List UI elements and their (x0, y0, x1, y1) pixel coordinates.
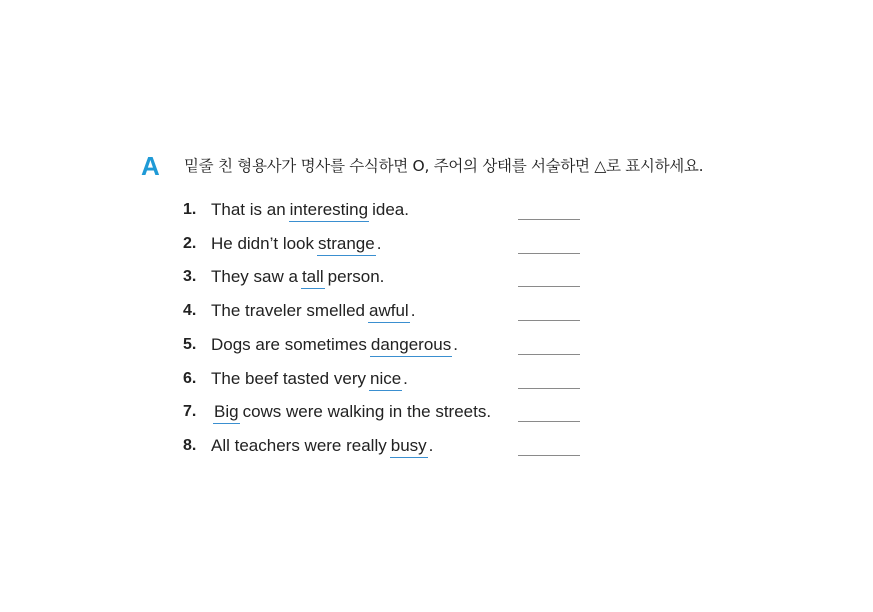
underlined-adjective: tall (301, 266, 325, 289)
underlined-adjective: nice (369, 368, 402, 391)
item-number: 2. (183, 235, 197, 252)
underlined-adjective: strange (317, 233, 376, 256)
underlined-adjective: dangerous (370, 334, 452, 357)
item-sentence (211, 434, 433, 458)
exercise-item (183, 434, 603, 458)
sentence-after: idea. (372, 200, 409, 219)
answer-blank[interactable] (518, 421, 580, 422)
item-sentence (211, 265, 384, 289)
item-sentence (211, 400, 491, 424)
sentence-after: . (453, 335, 458, 354)
exercise-item (183, 400, 603, 424)
instruction-text: 밑줄 친 형용사가 명사를 수식하면 O, 주어의 상태를 서술하면 △로 표시하세요. (184, 157, 704, 175)
sentence-after: . (403, 369, 408, 388)
answer-blank[interactable] (518, 219, 580, 220)
answer-blank[interactable] (518, 253, 580, 254)
answer-blank[interactable] (518, 320, 580, 321)
underlined-adjective: Big (213, 401, 240, 424)
item-number: 1. (183, 201, 197, 218)
exercise-item (183, 198, 603, 222)
sentence-before: Dogs are sometimes (211, 335, 367, 354)
exercise-item (183, 367, 603, 391)
underlined-adjective: awful (368, 300, 410, 323)
item-sentence (211, 198, 409, 222)
item-number: 8. (183, 437, 197, 454)
item-sentence (211, 367, 408, 391)
sentence-before: The traveler smelled (211, 301, 366, 320)
item-number: 4. (183, 302, 197, 319)
sentence-after: cows were walking in the streets. (242, 402, 492, 421)
sentence-after: . (428, 436, 434, 455)
sentence-after: person. (327, 267, 385, 286)
item-number: 6. (183, 370, 197, 387)
answer-blank[interactable] (518, 286, 580, 287)
underlined-adjective: busy (390, 435, 428, 458)
sentence-after: . (376, 234, 382, 253)
item-number: 7. (183, 403, 197, 420)
exercise-item (183, 232, 603, 256)
exercise-item (183, 333, 603, 357)
exercise-item (183, 299, 603, 323)
sentence-before: All teachers were really (211, 436, 387, 455)
item-sentence (211, 299, 415, 323)
sentence-after: . (410, 301, 416, 320)
answer-blank[interactable] (518, 388, 580, 389)
sentence-before: The beef tasted very (211, 369, 366, 388)
sentence-before: That is an (211, 200, 286, 219)
item-sentence (211, 232, 381, 256)
exercise-item (183, 265, 603, 289)
sentence-before: They saw a (211, 267, 298, 286)
section-letter: A (141, 151, 160, 181)
answer-blank[interactable] (518, 354, 580, 355)
item-number: 3. (183, 268, 197, 285)
item-number: 5. (183, 336, 197, 353)
underlined-adjective: interesting (289, 199, 369, 222)
answer-blank[interactable] (518, 455, 580, 456)
sentence-before: He didn’t look (211, 234, 315, 253)
item-sentence (211, 333, 458, 357)
